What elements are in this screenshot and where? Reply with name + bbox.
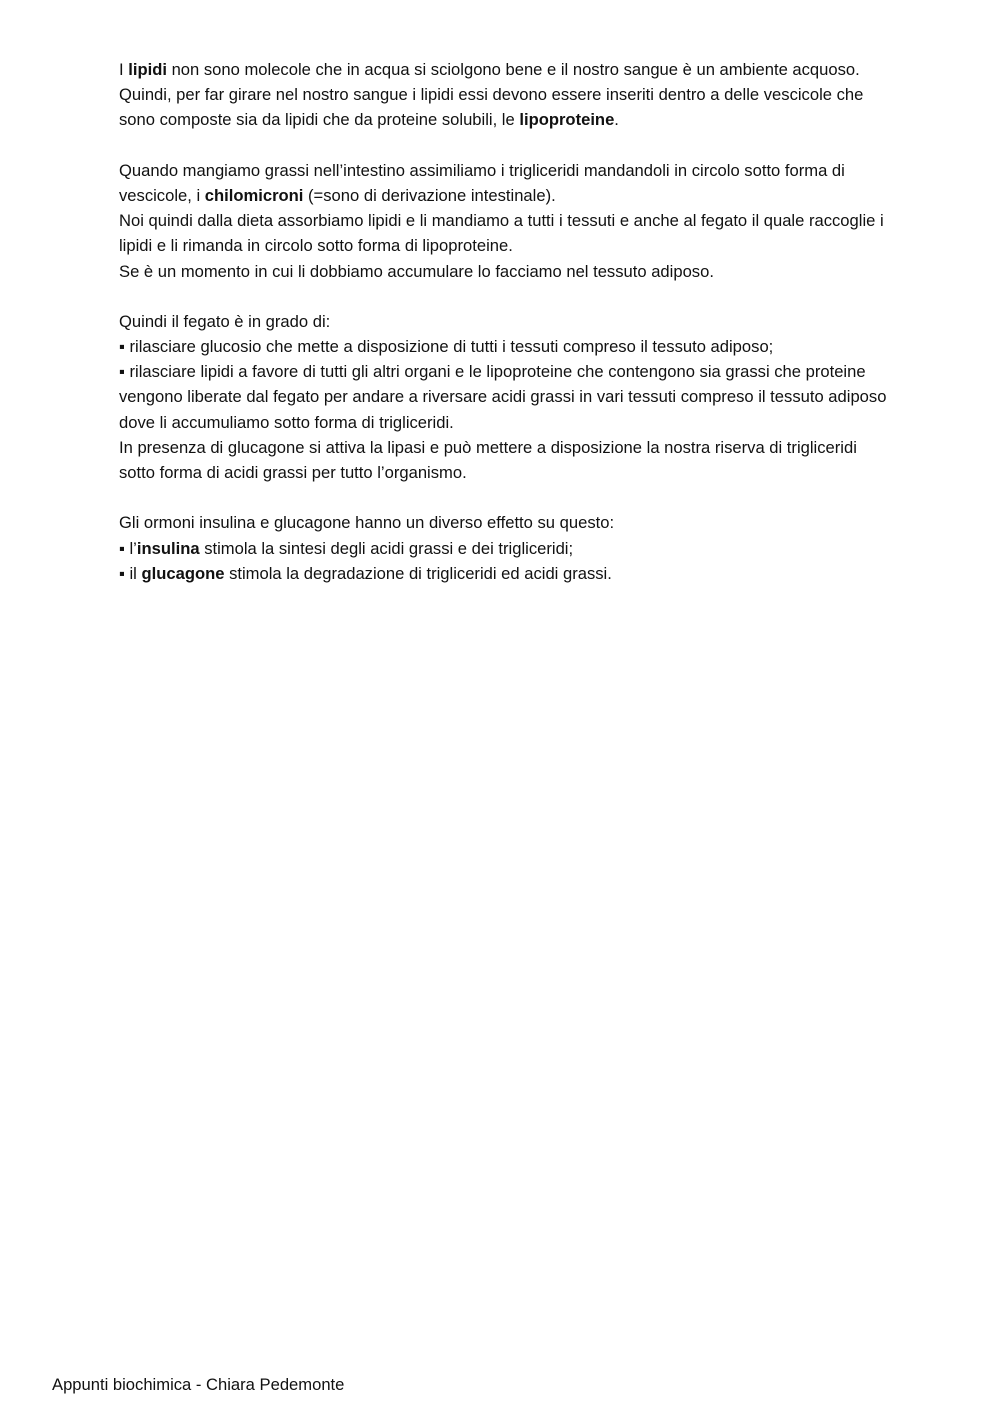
text-span: stimola la sintesi degli acidi grassi e dei trigliceridi;: [199, 538, 574, 558]
page-footer: Appunti biochimica - Chiara Pedemonte: [52, 1375, 345, 1394]
bullet-item-glucagone: [119, 561, 979, 586]
text-span: ▪ il: [119, 563, 142, 583]
text-span: sono composte sia da lipidi che da proteine solubili, le: [119, 110, 520, 130]
bold-term-lipidi: lipidi: [128, 60, 167, 79]
paragraph-3-line-1: Quindi il fegato è in grado di:: [119, 311, 331, 331]
paragraph-2-line-4: lipidi e li rimanda in circolo sotto forma di lipoproteine.: [119, 236, 513, 256]
text-span: vescicole, i: [119, 185, 205, 205]
text-span: non sono molecole che in acqua si sciolgono bene e il nostro sangue è un ambiente acquoso.: [166, 60, 860, 79]
paragraph-3-line-4: vengono liberate dal fegato per andare a riversare acidi grassi in vari tessuti compreso il tessuto adiposo: [119, 387, 887, 407]
bold-term-insulina: insulina: [136, 538, 200, 558]
bullet-item-insulina: [119, 536, 979, 561]
bold-term-chilomicroni: chilomicroni: [204, 185, 304, 205]
paragraph-1-line-2: Quindi, per far girare nel nostro sangue i lipidi essi devono essere inseriti dentro a delle vescicole che: [119, 85, 864, 105]
text-span: ▪ l’: [119, 538, 137, 558]
paragraph-2-line-1: Quando mangiamo grassi nell’intestino assimiliamo i trigliceridi mandandoli in circolo sotto forma di: [119, 160, 845, 180]
paragraph-spacer: [119, 485, 979, 510]
text-span: stimola la degradazione di trigliceridi ed acidi grassi.: [224, 563, 612, 583]
paragraph-4-line-1: Gli ormoni insulina e glucagone hanno un diverso effetto su questo:: [119, 513, 615, 533]
text-span: (=sono di derivazione intestinale).: [303, 185, 556, 205]
paragraph-2-line-2: [119, 183, 979, 208]
bold-term-glucagone: glucagone: [141, 563, 225, 583]
paragraph-3-line-7: sotto forma di acidi grassi per tutto l’organismo.: [119, 463, 467, 482]
bullet-item-glucosio: ▪ rilasciare glucosio che mette a disposizione di tutti i tessuti compreso il tessuto adiposo;: [119, 337, 774, 357]
text-span: .: [614, 110, 619, 130]
bullet-item-lipidi: ▪ rilasciare lipidi a favore di tutti gli altri organi e le lipoproteine che contengono sia grassi che proteine: [119, 362, 866, 382]
paragraph-1-line-3: [119, 107, 979, 132]
paragraph-1-line-1: [119, 57, 979, 82]
document-body: [119, 57, 979, 586]
paragraph-spacer: [119, 133, 979, 158]
paragraph-2-line-5: Se è un momento in cui li dobbiamo accumulare lo facciamo nel tessuto adiposo.: [119, 261, 714, 281]
paragraph-3-line-6: In presenza di glucagone si attiva la lipasi e può mettere a disposizione la nostra riserva di trigliceridi: [119, 437, 857, 457]
text-span: I: [119, 60, 129, 79]
paragraph-spacer: [119, 284, 979, 309]
bold-term-lipoproteine: lipoproteine: [519, 110, 615, 130]
paragraph-3-line-5: dove li accumuliamo sotto forma di trigliceridi.: [119, 412, 454, 432]
paragraph-2-line-3: Noi quindi dalla dieta assorbiamo lipidi e li mandiamo a tutti i tessuti e anche al fegato il quale raccoglie i: [119, 211, 884, 231]
